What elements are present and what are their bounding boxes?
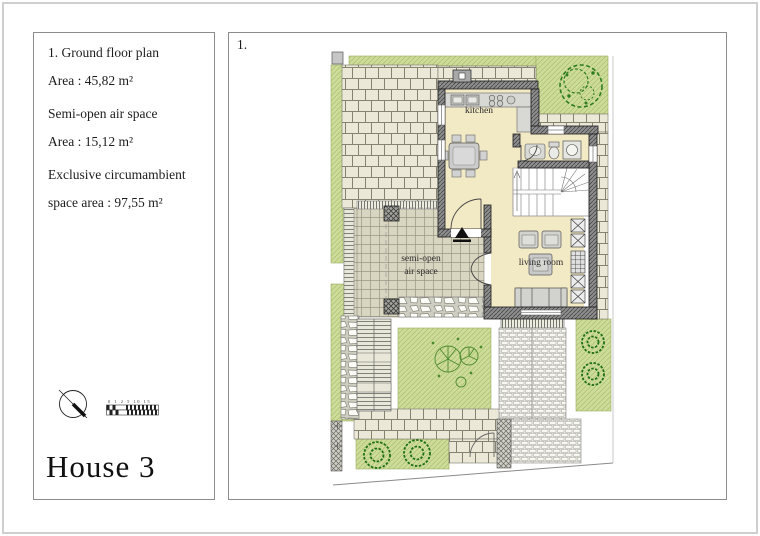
section-ground-floor — [48, 39, 186, 95]
figure-label: 1. — [237, 37, 248, 52]
pergola-edge-left — [344, 208, 354, 331]
stone-path-horizontal — [399, 297, 484, 317]
stone-path-vertical — [341, 316, 359, 419]
scale-bar — [106, 397, 164, 421]
section-semi-open — [48, 100, 186, 156]
wall-shelving — [571, 219, 585, 303]
room-label-semi-open — [391, 253, 451, 279]
room-label-kitchen: kitchen — [465, 106, 493, 116]
section-area: Area : 15,12 m² — [48, 134, 134, 149]
toilet-tank — [549, 142, 559, 147]
utility-box — [332, 52, 343, 64]
section-area: Area : 45,82 m² — [48, 73, 134, 88]
sofa — [515, 288, 567, 307]
semi-open-line2: air space — [404, 267, 438, 277]
north-arrow-icon — [54, 385, 92, 423]
section-title: Exclusive circumambient — [48, 167, 186, 182]
section-area: space area : 97,55 m² — [48, 195, 163, 210]
scale-labels: 0 1 2 5 10 15 — [108, 399, 152, 404]
section-circumambient — [48, 161, 186, 217]
house-title: House 3 — [46, 449, 156, 484]
bathroom-fixtures — [525, 141, 581, 159]
room-label-living-room: living room — [518, 258, 564, 268]
info-panel — [33, 32, 215, 500]
section-title: Semi-open air space — [48, 106, 158, 121]
area-summary — [48, 39, 186, 222]
garden-steps — [357, 319, 391, 411]
toilet-bowl — [549, 147, 559, 159]
floor-plan-drawing — [229, 33, 726, 499]
semi-open-line1: semi-open — [401, 254, 441, 264]
plan-panel — [228, 32, 727, 500]
boundary-wall-center — [497, 419, 511, 468]
oven-plate — [507, 96, 515, 104]
section-title: 1. Ground floor plan — [48, 45, 159, 60]
